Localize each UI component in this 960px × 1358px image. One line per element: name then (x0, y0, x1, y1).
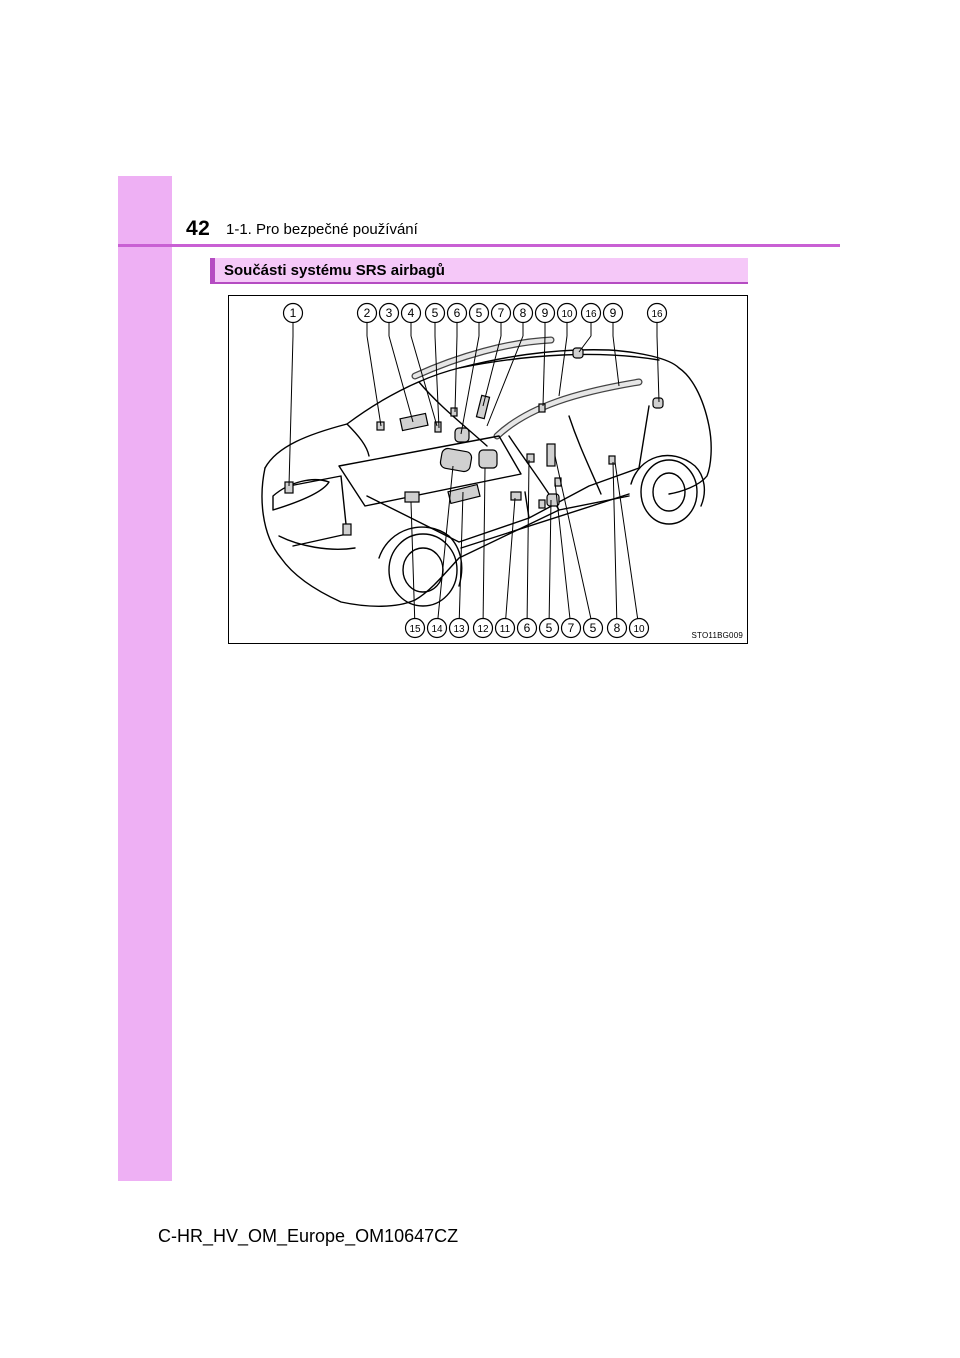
curtain-airbag-rear (497, 382, 639, 436)
callout-top-5-number: 5 (431, 306, 439, 320)
callout-top-10-number: 9 (541, 306, 549, 320)
sensor-c (451, 408, 457, 416)
sensor-d (405, 492, 419, 502)
airbag-diagram (228, 295, 748, 644)
front-wheel-hub (403, 548, 443, 592)
heading-text: Součásti systému SRS airbagů (224, 262, 445, 279)
callout-top-11-number: 10 (561, 309, 573, 320)
callout-bottom-9-leader (555, 456, 593, 628)
callout-top-2-number: 2 (363, 306, 371, 320)
callout-bottom-8-number: 7 (567, 621, 575, 635)
callout-top-8-number: 7 (497, 306, 505, 320)
callout-bottom-6-leader (527, 460, 529, 628)
callout-bottom-4-number: 12 (477, 624, 489, 635)
side-band (118, 176, 172, 1181)
sensor-f (527, 454, 534, 462)
car-body-outline (265, 350, 711, 494)
header-rule (118, 244, 840, 247)
callout-top-11-pointer (559, 336, 567, 396)
callout-top-13-pointer (613, 336, 619, 386)
callout-top-4-number: 4 (407, 306, 415, 320)
sensor-l (653, 398, 663, 408)
callout-top-10-pointer (543, 336, 545, 406)
callout-bottom-11-leader (615, 462, 639, 628)
hood-line (347, 424, 369, 456)
page-number: 42 (186, 217, 211, 240)
car-illustration (229, 296, 747, 643)
callout-top-6-number: 6 (453, 306, 461, 320)
callout-top-3-pointer (389, 336, 413, 422)
sensor-i (539, 404, 545, 412)
wiring-front (339, 436, 521, 506)
wiring-side (289, 476, 347, 546)
callout-top-1-pointer (289, 336, 293, 486)
callout-top-14-number: 16 (651, 309, 663, 320)
callout-top-3-number: 3 (385, 306, 393, 320)
footer-doc-id: C-HR_HV_OM_Europe_OM10647CZ (158, 1226, 459, 1246)
rear-door-line (569, 416, 601, 494)
sensor-k (609, 456, 615, 464)
side-airbag-front (476, 395, 489, 418)
control-module (439, 448, 472, 473)
callout-bottom-6-number: 6 (523, 621, 531, 635)
callout-bottom-7-number: 5 (545, 621, 553, 635)
callout-top-1-number: 1 (289, 306, 297, 320)
callout-top-9-number: 8 (519, 306, 527, 320)
callout-bottom-8-leader (555, 482, 571, 628)
callout-top-4-pointer (411, 336, 437, 426)
callout-top-12-number: 16 (585, 309, 597, 320)
heading-marker (210, 258, 215, 282)
sensor-j (573, 348, 583, 358)
callout-bottom-9-number: 5 (589, 621, 597, 635)
callout-top-14-pointer (657, 336, 659, 402)
side-airbag-rear (547, 444, 555, 466)
callout-bottom-10-leader (613, 462, 617, 628)
callout-top-13-number: 9 (609, 306, 617, 320)
figure-code: STO11BG009 (691, 631, 743, 640)
callout-bottom-11-number: 10 (633, 624, 645, 635)
callout-top-7-number: 5 (475, 306, 483, 320)
callout-top-6-pointer (455, 336, 457, 412)
section-heading (210, 258, 748, 284)
curtain-airbag-rear-inner (497, 382, 639, 436)
callout-bottom-5-leader (505, 498, 515, 628)
rear-wheel (641, 460, 697, 524)
callout-bottom-1-leader (411, 502, 415, 628)
knee-airbag-driver (400, 413, 428, 430)
callout-bottom-3-number: 13 (453, 624, 465, 635)
callout-bottom-5-number: 11 (499, 624, 511, 635)
callout-top-5-pointer (435, 336, 439, 428)
sensor-g (539, 500, 545, 508)
callout-bottom-10-number: 8 (613, 621, 621, 635)
passenger-airbag (479, 450, 497, 468)
callout-bottom-1-number: 15 (409, 624, 421, 635)
callout-bottom-3-leader (459, 492, 463, 628)
sensor-e (511, 492, 521, 500)
section-title: 1-1. Pro bezpečné používání (226, 221, 418, 238)
grille (279, 536, 355, 549)
sensor-front-right (343, 524, 351, 535)
callout-top-7-pointer (461, 336, 479, 434)
callout-bottom-2-number: 14 (431, 624, 443, 635)
callout-bottom-4-leader (483, 468, 485, 628)
callout-top-2-pointer (367, 336, 381, 426)
